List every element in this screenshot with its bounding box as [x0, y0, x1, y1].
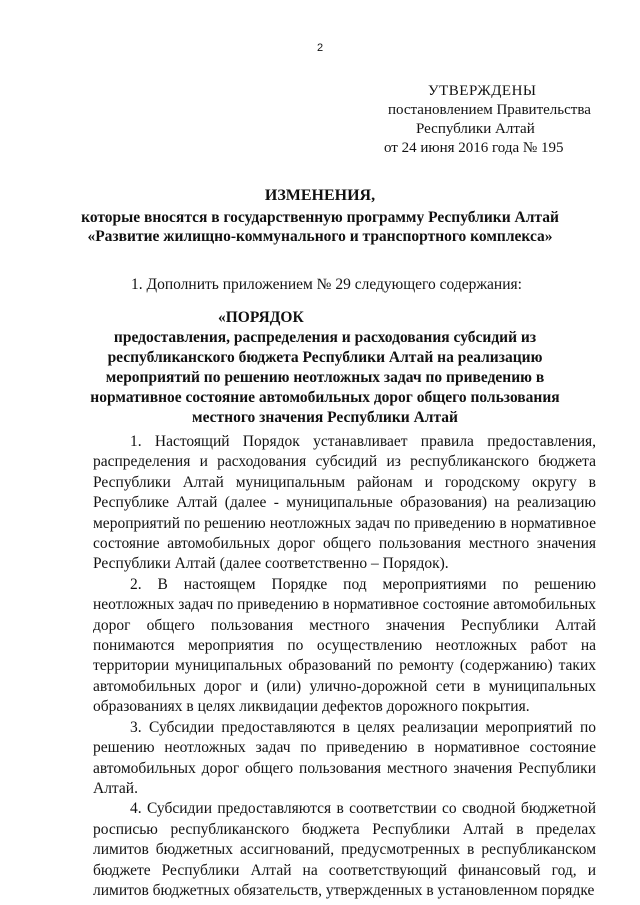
page-number: 2	[316, 42, 324, 54]
document-title	[60, 186, 580, 246]
paragraph-1: 1. Настоящий Порядок устанавливает правила предоставления, распределения и расходования субсидий из республиканского бюджета Республики Алтай муниципальным районам и городскому округу в Республике Алтай (далее - муниципальные образования) на реализацию мероприятий по решению неотложных задач по приведению в нормативное состояние автомобильных дорог общего пользования местного значения Республики Алтай (далее соответственно – Порядок).	[93, 433, 596, 573]
title-line-3: «Развитие жилищно-коммунального и транспортного комплекса»	[87, 228, 553, 245]
approval-line-4: от 24 июня 2016 года № 195	[384, 140, 564, 156]
approval-line-1: УТВЕРЖДЕНЫ	[428, 83, 537, 99]
item-1: 1. Дополнить приложением № 29 следующего содержания:	[131, 276, 522, 293]
paragraph-2: 2. В настоящем Порядке под мероприятиями по решению неотложных задач по приведению в нормативное состояние автомобильных дорог общего пользования местного значения Республики Алтай понимаются мероприятия по осуществлению неотложных работ на территории муниципальных образований по ремонту (содержанию) таких автомобильных дорог и (или) улично-дорожной сети в муниципальных образованиях в целях ликвидации дефектов дорожного покрытия.	[93, 575, 596, 716]
order-head: «ПОРЯДОК	[218, 309, 304, 326]
title-line-2: которые вносятся в государственную программу Республики Алтай	[81, 209, 559, 226]
approval-line-3: Республики Алтай	[416, 121, 535, 137]
body-text	[93, 432, 596, 901]
approval-line-2: постановлением Правительства	[388, 102, 591, 118]
title-main: ИЗМЕНЕНИЯ,	[264, 187, 376, 204]
order-heading	[88, 308, 562, 428]
approval-stamp	[384, 82, 628, 158]
order-text: предоставления, распределения и расходования субсидий из республиканского бюджета Республики Алтай на реализацию мероприятий по решению неотложных задач по приведению в нормативное состояние автомобильных дорог общего пользования местного значения Республики Алтай	[90, 329, 560, 426]
paragraph-3: 3. Субсидии предоставляются в целях реализации мероприятий по решению неотложных задач по приведению в нормативное состояние автомобильных дорог общего пользования местного значения Республики Алтай.	[93, 718, 596, 797]
paragraph-4: 4. Субсидии предоставляются в соответствии со сводной бюджетной росписью республиканского бюджета Республики Алтай в пределах лимитов бюджетных ассигнований, предусмотренных в республиканском бюджете Республики Алтай на соответствующий финансовый год, и лимитов бюджетных обязательств, утвержденных в установленном порядке	[93, 800, 596, 899]
